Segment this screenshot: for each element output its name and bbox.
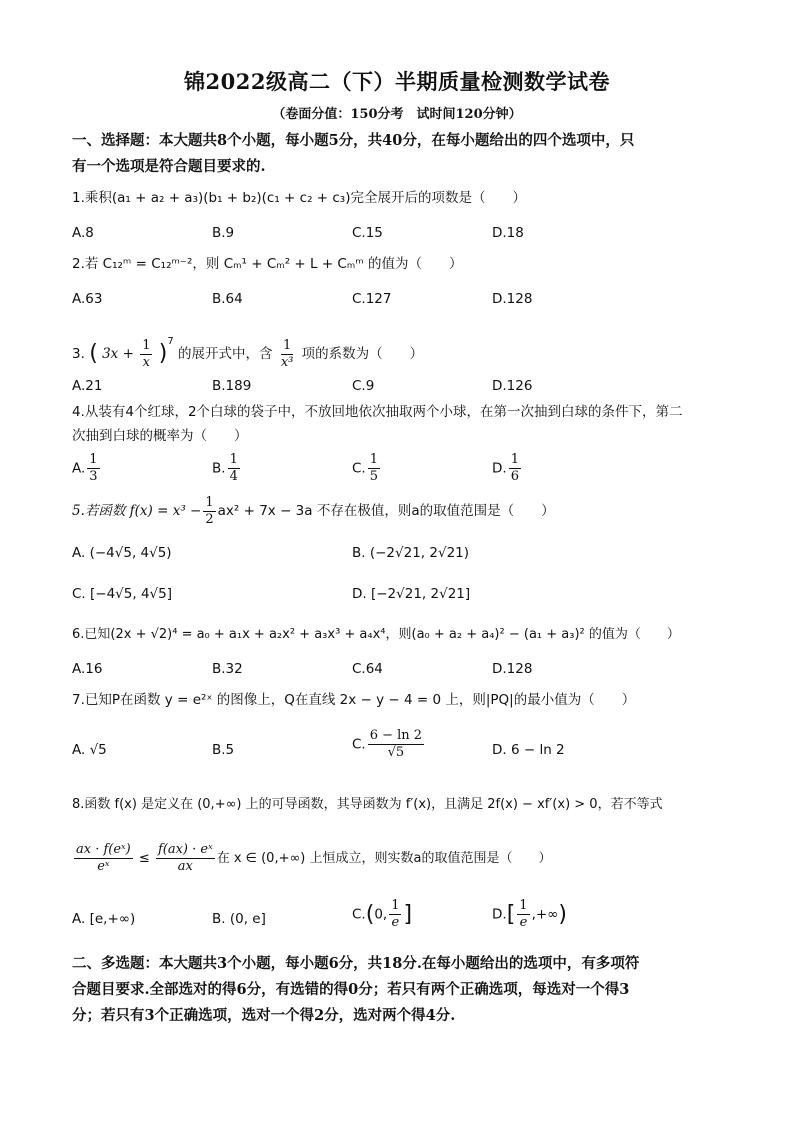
- q3-expr: 3x +: [102, 346, 134, 362]
- q5-option-a: A. (−4√5, 4√5): [72, 545, 172, 561]
- q3-paren-close: ): [158, 341, 168, 366]
- q8-option-d-frac: [517, 898, 529, 931]
- q8-d-bracket-close: ): [558, 902, 568, 927]
- q8-frac1-den: eˣ: [97, 859, 110, 874]
- q8-c-den: e: [391, 915, 400, 930]
- q4-option-b: [212, 452, 242, 485]
- q4-d-den: 6: [510, 469, 519, 484]
- q4-a-den: 3: [89, 469, 98, 484]
- q6-option-c: C.64: [352, 661, 383, 677]
- q8-option-c-frac: [389, 898, 401, 931]
- q3-option-a: A.21: [72, 378, 103, 394]
- q2-option-b: B.64: [212, 291, 243, 307]
- question-1-stem: 1.乘积(a₁ + a₂ + a₃)(b₁ + b₂)(c₁ + c₂ + c₃)完全展开后的项数是（ ）: [72, 190, 526, 206]
- q4-b-den: 4: [229, 469, 238, 484]
- q3-option-d: D.126: [492, 378, 533, 394]
- q3-fraction-1: [140, 338, 152, 371]
- q8-fraction-1: [74, 842, 133, 875]
- q3-frac1-num: 1: [142, 337, 151, 353]
- q1-option-b: B.9: [212, 225, 235, 241]
- q7-option-c: [352, 728, 426, 761]
- section2-line1: 二、多选题：本大题共3个小题，每小题6分，共18分.在每小题给出的选项中，有多项符: [72, 955, 640, 972]
- q2-option-d: D.128: [492, 291, 533, 307]
- q4-d-num: 1: [510, 452, 519, 467]
- q5-stem-post: ax² + 7x − 3a 不存在极值，则a的取值范围是（ ）: [217, 503, 555, 519]
- q3-paren-open: (: [89, 341, 98, 366]
- q8-c-num: 1: [391, 898, 400, 913]
- q1-option-c: C.15: [352, 225, 383, 241]
- q4-option-b-label: B.: [212, 460, 226, 477]
- q7-option-d: D. 6 − ln 2: [492, 742, 565, 758]
- q7-c-den: √5: [387, 745, 405, 760]
- q8-d-bracket-open: [: [506, 902, 516, 927]
- q4-option-d: [492, 452, 523, 485]
- q7-option-b: B.5: [212, 742, 235, 758]
- q4-option-b-frac: [228, 452, 240, 485]
- q4-option-d-frac: [509, 452, 521, 485]
- q1-option-d: D.18: [492, 225, 524, 241]
- q5-stem-pre: 5.若函数 f(x) = x³ −: [72, 503, 202, 519]
- q6-option-b: B.32: [212, 661, 243, 677]
- q7-option-a: A. √5: [72, 742, 107, 758]
- q5-option-d: D. [−2√21, 2√21]: [352, 586, 471, 602]
- q4-option-d-label: D.: [492, 460, 507, 477]
- q8-option-a: A. [e,+∞): [72, 911, 136, 927]
- q4-option-c: [352, 452, 382, 485]
- q3-frac1-den: x: [142, 354, 150, 370]
- q8-d-post: ,+∞: [531, 906, 559, 923]
- q8-d-num: 1: [519, 898, 528, 913]
- q4-c-num: 1: [369, 452, 378, 467]
- question-3-stem: [72, 322, 722, 374]
- q8-fraction-2: [156, 842, 215, 875]
- question-4-stem-line2: 次抽到白球的概率为（ ）: [72, 428, 248, 444]
- q8-leq: ≤: [138, 851, 150, 866]
- q7-c-num: 6 − ln 2: [369, 728, 423, 743]
- q4-option-a-label: A.: [72, 460, 86, 477]
- q4-c-den: 5: [369, 469, 378, 484]
- q6-option-d: D.128: [492, 661, 533, 677]
- q3-fraction-2: [279, 338, 296, 371]
- section1-heading-line1: 一、选择题：本大题共8个小题，每小题5分，共40分，在每小题给出的四个选项中，只: [72, 132, 635, 149]
- q8-option-c-label: C.: [352, 906, 366, 923]
- q4-option-c-label: C.: [352, 460, 366, 477]
- question-8-stem-line1: 8.函数 f(x) 是定义在 (0,+∞) 上的可导函数，其导函数为 f′(x)，且满足 2f(x) − xf′(x) > 0，若不等式: [72, 797, 663, 812]
- q6-option-a: A.16: [72, 661, 103, 677]
- q3-number: 3.: [72, 346, 85, 362]
- q8-frac2-den: ax: [177, 859, 193, 874]
- q5-option-b: B. (−2√21, 2√21): [352, 545, 470, 561]
- q3-frac2-den: x³: [280, 354, 294, 370]
- q5-fraction: [203, 495, 215, 528]
- q8-c-pre: 0,: [374, 906, 388, 923]
- q8-option-c: [352, 898, 412, 931]
- q3-exponent: 7: [167, 336, 174, 347]
- q8-stem-line2-post: 在 x ∈ (0,+∞) 上恒成立，则实数a的取值范围是（ ）: [216, 851, 552, 866]
- q3-mid: 的展开式中，含: [178, 346, 273, 362]
- section2-line2: 合题目要求.全部选对的得6分，有选错的得0分；若只有两个正确选项，每选对一个得3: [72, 981, 630, 998]
- q2-option-a: A.63: [72, 291, 103, 307]
- q7-option-c-label: C.: [352, 736, 366, 753]
- q8-option-d: [492, 898, 567, 931]
- section2-line3: 分；若只有3个正确选项，选对一个得2分，选对两个得4分.: [72, 1007, 456, 1024]
- q4-b-num: 1: [229, 452, 238, 467]
- question-5-stem: [72, 494, 722, 528]
- q4-a-num: 1: [89, 452, 98, 467]
- q3-frac2-num: 1: [282, 337, 292, 353]
- q3-option-b: B.189: [212, 378, 252, 394]
- q3-option-c: C.9: [352, 378, 375, 394]
- question-2-stem: 2.若 C₁₂ᵐ = C₁₂ᵐ⁻²，则 Cₘ¹ + Cₘ² + L + Cₘᵐ 的值为（ ）: [72, 256, 463, 272]
- exam-title: 锦2022级高二（下）半期质量检测数学试卷: [184, 69, 610, 94]
- q8-frac2-num: f(ax) · eˣ: [157, 842, 213, 857]
- q2-option-c: C.127: [352, 291, 392, 307]
- q8-d-den: e: [519, 915, 528, 930]
- q1-option-a: A.8: [72, 225, 94, 241]
- q4-option-c-frac: [368, 452, 380, 485]
- question-6-stem: 6.已知(2x + √2)⁴ = a₀ + a₁x + a₂x² + a₃x³ + a₄x⁴，则(a₀ + a₂ + a₄)² − (a₁ + a₃)² 的值为（ ）: [72, 627, 680, 642]
- question-4-stem-line1: 4.从装有4个红球，2个白球的袋子中，不放回地依次抽取两个小球，在第一次抽到白球的条件下，第二: [72, 404, 683, 420]
- exam-subtitle: （卷面分值：150分考 试时间120分钟）: [272, 107, 522, 122]
- q5-frac-num: 1: [205, 494, 214, 510]
- q8-option-b: B. (0, e]: [212, 911, 266, 927]
- q7-option-c-frac: [368, 728, 424, 761]
- q4-option-a: [72, 452, 102, 485]
- question-7-stem: 7.已知P在函数 y = e²ˣ 的图像上，Q在直线 2x − y − 4 = 0 上，则|PQ|的最小值为（ ）: [72, 692, 636, 708]
- q5-frac-den: 2: [205, 511, 214, 527]
- question-8-stem-line2: [72, 836, 722, 882]
- q5-option-c: C. [−4√5, 4√5]: [72, 586, 172, 602]
- q4-option-a-frac: [87, 452, 99, 485]
- section1-heading-line2: 有一个选项是符合题目要求的.: [72, 158, 266, 175]
- q8-frac1-num: ax · f(eˣ): [76, 842, 131, 857]
- q3-tail: 项的系数为（ ）: [301, 346, 424, 362]
- q8-c-bracket-open: (: [365, 902, 375, 927]
- q8-c-bracket-close: ]: [403, 902, 413, 927]
- q8-option-d-label: D.: [492, 906, 507, 923]
